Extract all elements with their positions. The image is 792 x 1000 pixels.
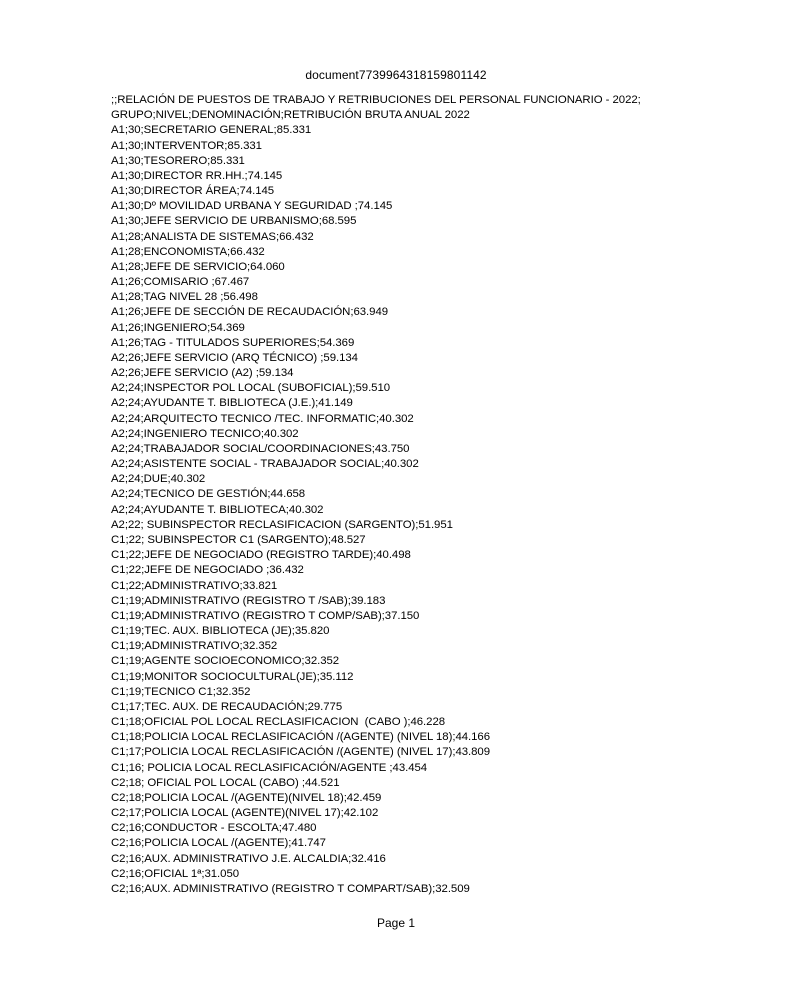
data-row: C1;19;ADMINISTRATIVO;32.352: [111, 640, 278, 653]
data-row: C1;19;MONITOR SOCIOCULTURAL(JE);35.112: [111, 670, 354, 683]
data-row: A1;30;SECRETARIO GENERAL;85.331: [111, 124, 312, 137]
data-row: A1;28;ENCONOMISTA;66.432: [111, 245, 265, 258]
data-row: A1;28;ANALISTA DE SISTEMAS;66.432: [111, 230, 314, 243]
data-row: A2;24;AYUDANTE T. BIBLIOTECA (J.E.);41.149: [111, 397, 353, 410]
data-row: C2;16;OFICIAL 1ª;31.050: [111, 867, 240, 880]
data-row: C2;16;POLICIA LOCAL /(AGENTE);41.747: [111, 837, 326, 850]
document-body: [111, 93, 751, 897]
data-row: A2;24;DUE;40.302: [111, 473, 206, 486]
data-row: C2;16;CONDUCTOR - ESCOLTA;47.480: [111, 822, 317, 835]
data-row: C1;19;TEC. AUX. BIBLIOTECA (JE);35.820: [111, 625, 330, 638]
data-row: A1;30;DIRECTOR RR.HH.;74.145: [111, 169, 283, 182]
data-row: A1;26;INGENIERO;54.369: [111, 321, 245, 334]
data-row: A1;30;JEFE SERVICIO DE URBANISMO;68.595: [111, 215, 357, 228]
document-title: document7739964318159801142: [305, 68, 487, 82]
data-row: C1;22; SUBINSPECTOR C1 (SARGENTO);48.527: [111, 533, 366, 546]
data-row: C1;18;POLICIA LOCAL RECLASIFICACIÓN /(AGENTE) (NIVEL 18);44.166: [111, 731, 490, 744]
data-row: A2;26;JEFE SERVICIO (ARQ TÉCNICO) ;59.134: [111, 351, 358, 364]
data-row: C1;19;ADMINISTRATIVO (REGISTRO T COMP/SAB);37.150: [111, 609, 420, 622]
data-row: A1;30;INTERVENTOR;85.331: [111, 139, 262, 152]
data-row: A2;22; SUBINSPECTOR RECLASIFICACION (SARGENTO);51.951: [111, 518, 453, 531]
data-row: A2;26;JEFE SERVICIO (A2) ;59.134: [111, 367, 294, 380]
data-row: C2;16;AUX. ADMINISTRATIVO J.E. ALCALDIA;32.416: [111, 852, 386, 865]
data-row: A2;24;AYUDANTE T. BIBLIOTECA;40.302: [111, 503, 324, 516]
data-row: C1;17;TEC. AUX. DE RECAUDACIÓN;29.775: [111, 700, 343, 713]
data-row: A2;24;TRABAJADOR SOCIAL/COORDINACIONES;43.750: [111, 442, 410, 455]
data-row: C2;17;POLICIA LOCAL (AGENTE)(NIVEL 17);42.102: [111, 807, 379, 820]
data-row: C1;22;JEFE DE NEGOCIADO ;36.432: [111, 564, 304, 577]
data-row: C1;19;ADMINISTRATIVO (REGISTRO T /SAB);39.183: [111, 594, 386, 607]
data-row: A1;30;Dº MOVILIDAD URBANA Y SEGURIDAD ;74.145: [111, 200, 393, 213]
page-number: Page 1: [376, 916, 416, 930]
data-row: C2;18;POLICIA LOCAL /(AGENTE)(NIVEL 18);42.459: [111, 791, 382, 804]
column-header-row: GRUPO;NIVEL;DENOMINACIÓN;RETRIBUCIÓN BRUTA ANUAL 2022: [111, 109, 470, 122]
data-row: C1;19;AGENTE SOCIOECONOMICO;32.352: [111, 655, 340, 668]
data-row: A1;30;TESORERO;85.331: [111, 154, 245, 167]
data-row: A1;28;TAG NIVEL 28 ;56.498: [111, 291, 258, 304]
data-row: A1;28;JEFE DE SERVICIO;64.060: [111, 260, 285, 273]
data-row: A2;24;INSPECTOR POL LOCAL (SUBOFICIAL);59.510: [111, 382, 391, 395]
data-row: A2;24;INGENIERO TECNICO;40.302: [111, 427, 299, 440]
data-row: C1;17;POLICIA LOCAL RECLASIFICACIÓN /(AGENTE) (NIVEL 17);43.809: [111, 746, 490, 759]
data-row: A2;24;TECNICO DE GESTIÓN;44.658: [111, 488, 306, 501]
document-heading: ;;RELACIÓN DE PUESTOS DE TRABAJO Y RETRIBUCIONES DEL PERSONAL FUNCIONARIO - 2022;: [111, 94, 641, 106]
data-row: A1;26;COMISARIO ;67.467: [111, 276, 250, 289]
data-row: A1;26;TAG - TITULADOS SUPERIORES;54.369: [111, 336, 355, 349]
data-row: A1;26;JEFE DE SECCIÓN DE RECAUDACIÓN;63.949: [111, 306, 389, 319]
data-row: A2;24;ARQUITECTO TECNICO /TEC. INFORMATIC;40.302: [111, 412, 414, 425]
data-row: C2;16;AUX. ADMINISTRATIVO (REGISTRO T COMPART/SAB);32.509: [111, 882, 470, 895]
data-row: C1;19;TECNICO C1;32.352: [111, 685, 251, 698]
data-row: C1;22;ADMINISTRATIVO;33.821: [111, 579, 278, 592]
data-row: A2;24;ASISTENTE SOCIAL - TRABAJADOR SOCIAL;40.302: [111, 458, 419, 471]
data-row: C1;22;JEFE DE NEGOCIADO (REGISTRO TARDE);40.498: [111, 549, 411, 562]
data-row: C1;16; POLICIA LOCAL RECLASIFICACIÓN/AGENTE ;43.454: [111, 761, 428, 774]
data-row: A1;30;DIRECTOR ÁREA;74.145: [111, 185, 275, 198]
data-row: C2;18; OFICIAL POL LOCAL (CABO) ;44.521: [111, 776, 340, 789]
data-row: C1;18;OFICIAL POL LOCAL RECLASIFICACION (CABO );46.228: [111, 716, 446, 729]
